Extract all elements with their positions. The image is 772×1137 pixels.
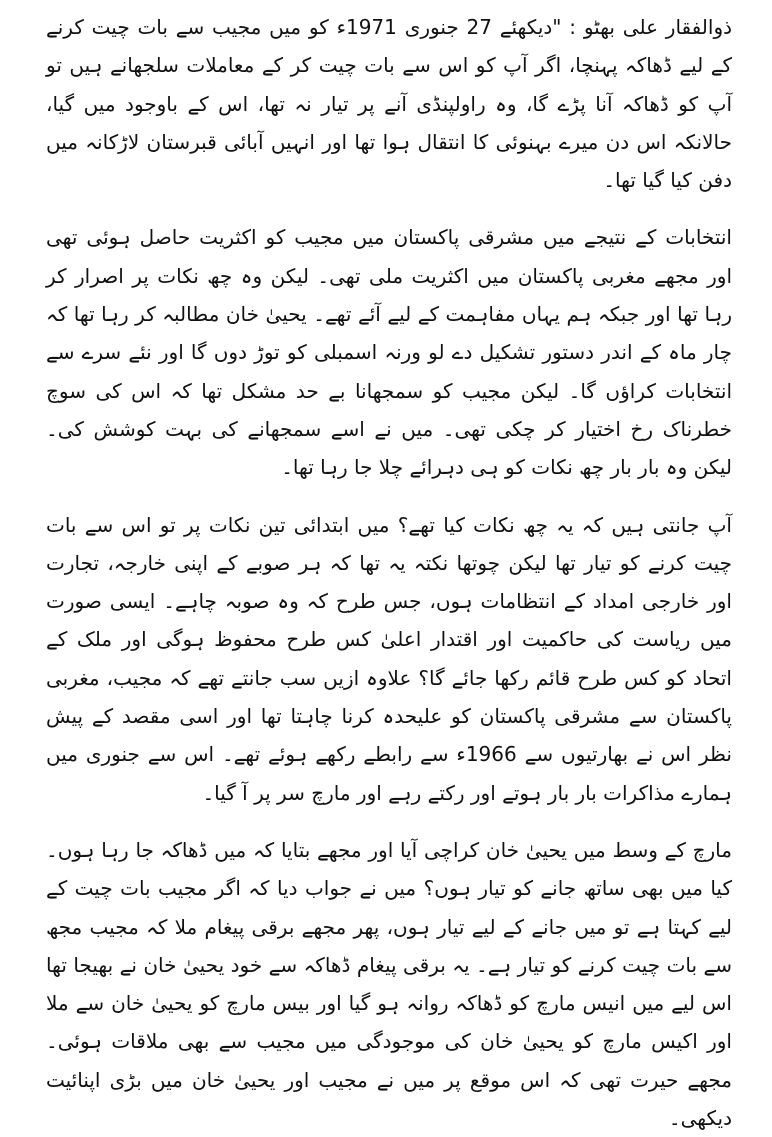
paragraph-1: ذوالفقار علی بھٹو : "دیکھئے 27 جنوری 1971ء کو میں مجیب سے بات چیت کرنے کے لیے ڈھاکہ پہنچا، اگر آپ کو اس سے بات چیت کر کے معاملات سلجھانے ہیں تو آپ کو ڈھاکہ آنا پڑے گا، وہ راولپنڈی آنے پر تیار نہ تھا، اس کے باوجود میں گیا، حالانکہ اس دن میرے بہنوئی کا انتقال ہوا تھا اور انہیں آبائی قبرستان لاڑکانہ میں دفن کیا گیا تھا۔ [46, 15, 733, 193]
paragraph-2: انتخابات کے نتیجے میں مشرقی پاکستان میں مجیب کو اکثریت حاصل ہوئی تھی اور مجھے مغربی پاکستان میں اکثریت ملی تھی۔ لیکن وہ چھ نکات پر اصرار کر رہا تھا اور جبکہ ہم یہاں مفاہمت کے لیے آئے تھے۔ یحییٰ خان مطالبہ کر رہا تھا کہ چار ماہ کے اندر دستور تشکیل دے لو ورنہ اسمبلی کو توڑ دوں گا اور نئے سرے سے انتخابات کراؤں گا۔ لیکن مجیب کو سمجھانا بے حد مشکل تھا کہ اس کی سوچ خطرناک رخ اختیار کر چکی تھی۔ میں نے اسے سمجھانے کی بہت کوشش کی۔ لیکن وہ بار بار چھ نکات کو ہی دہرائے چلا جا رہا تھا۔ [46, 225, 732, 480]
paragraph-4: مارچ کے وسط میں یحییٰ خان کراچی آیا اور مجھے بتایا کہ میں ڈھاکہ جا رہا ہوں۔ کیا میں بھی ساتھ جانے کو تیار ہوں؟ میں نے جواب دیا کہ اگر مجیب بات چیت کے لیے کہتا ہے تو میں جانے کے لیے تیار ہوں، پھر مجھے برقی پیغام ملا کہ مجیب مجھ سے بات چیت کرنے کو تیار ہے۔ یہ برقی پیغام ڈھاکہ سے خود یحییٰ خان نے بھیجا تھا اس لیے میں انیس مارچ کو ڈھاکہ روانہ ہو گیا اور بیس مارچ کو یحییٰ خان سے ملا اور اکیس مارچ کو یحییٰ خان کی موجودگی میں مجیب سے بھی ملاقات ہوئی۔ مجھے حیرت تھی کہ اس موقع پر میں نے مجیب اور یحییٰ خان میں بڑی اپنائیت دیکھی۔ [46, 837, 732, 1131]
paragraph-3: آپ جانتی ہیں کہ یہ چھ نکات کیا تھے؟ میں ابتدائی تین نکات پر تو اس سے بات چیت کرنے کو تیار تھا لیکن چوتھا نکتہ یہ تھا کہ ہر صوبے کے اپنی خارجہ، تجارت اور خارجی امداد کے انتظامات ہوں، جس طرح کہ وہ صوبہ چاہے۔ ایسی صورت میں ریاست کی حاکمیت اور اقتدار اعلیٰ کس طرح محفوظ ہوگی اور ملک کے اتحاد کو کس طرح قائم رکھا جائے گا؟ علاوہ ازیں سب جانتے تھے کہ مجیب، مغربی پاکستان سے مشرقی پاکستان کو علیحدہ کرنا چاہتا تھا اور اسی مقصد کے پیش نظر اس نے بھارتیوں سے 1966ء سے رابطے رکھے ہوئے تھے۔ اس سے جنوری میں ہمارے مذاکرات بار بار ہوتے اور رکتے رہے اور مارچ سر پر آ گیا۔ [46, 512, 732, 805]
